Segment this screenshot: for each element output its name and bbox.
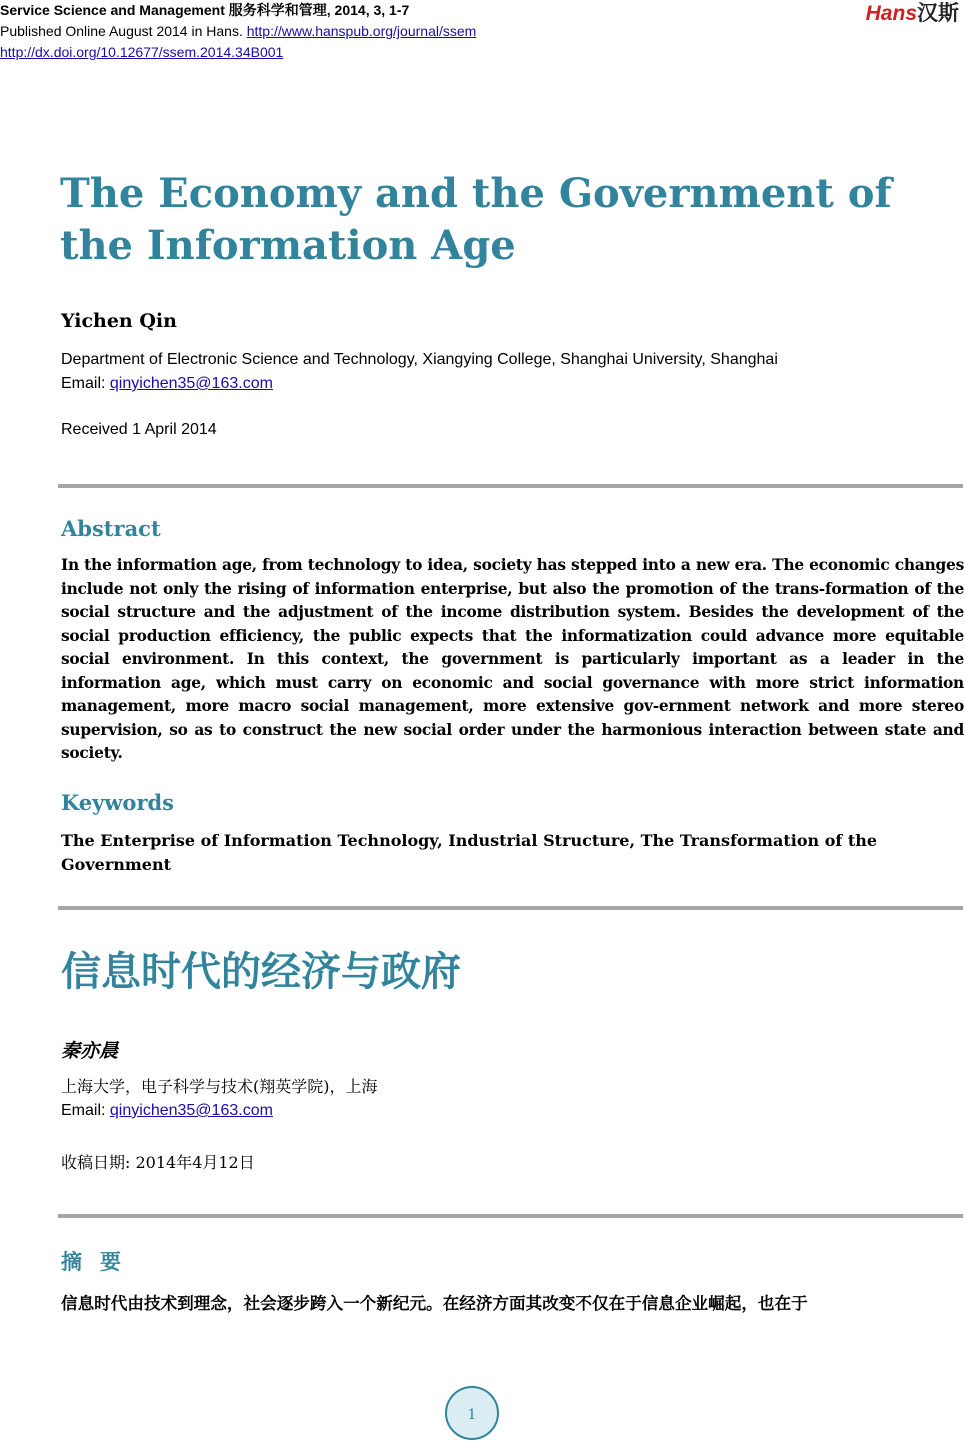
journal-link[interactable]: http://www.hanspub.org/journal/ssem [246, 23, 477, 39]
abstract-heading: Abstract [61, 516, 161, 541]
author-affiliation [61, 348, 778, 396]
published-prefix: Published Online August 2014 in Hans. [0, 23, 247, 39]
section-divider [58, 906, 963, 910]
published-line [0, 21, 476, 42]
chinese-email-link[interactable]: qinyichen35@163.com [109, 1102, 273, 1119]
abstract-text: In the information age, from technology to idea, society has stepped into a new era. The economic changes include not only the rising of information enterprise, but also the promotion of the trans-formation of the social structure and the adjustment of the income distribution system. Besides the development of the social production efficiency, the public expects that the informatization could advance more equitable social environment. In this context, the government is particularly important as a leader in the information age, which must carry on economic and social governance with more strict information management, more macro social management, more extensive gov-ernment network and more stereo supervision, so as to construct the new social order under the harmonious interaction between state and society. [61, 556, 964, 762]
section-divider [58, 484, 963, 488]
chinese-author: 秦亦晨 [61, 1040, 119, 1062]
chinese-affiliation-text: 上海大学，电子科学与技术(翔英学院)，上海 [61, 1077, 378, 1096]
keywords-heading: Keywords [61, 790, 175, 815]
chinese-title: 信息时代的经济与政府 [61, 949, 461, 995]
logo-en: Hans [865, 2, 917, 25]
author-name: Yichen Qin [61, 310, 177, 332]
journal-citation: Service Science and Management 服务科学和管理, 2014, 3, 1-7 [0, 2, 410, 18]
page-number-badge: 1 [445, 1386, 499, 1440]
email-line [61, 372, 778, 396]
keywords-text: The Enterprise of Information Technology, Industrial Structure, The Transformation of the Government [61, 831, 878, 874]
chinese-abstract-heading: 摘要 [61, 1250, 139, 1274]
email-link[interactable]: qinyichen35@163.com [109, 375, 273, 392]
chinese-affiliation [61, 1075, 378, 1123]
chinese-received-date: 收稿日期: 2014年4月12日 [61, 1153, 255, 1172]
chinese-email-line [61, 1099, 378, 1123]
affiliation-text: Department of Electronic Science and Technology, Xiangying College, Shanghai University, Shanghai [61, 351, 778, 368]
chinese-abstract-text: 信息时代由技术到理念，社会逐步跨入一个新纪元。在经济方面其改变不仅在于信息企业崛起，也在于 [61, 1294, 808, 1313]
publisher-logo [866, 0, 959, 27]
paper-title: The Economy and the Government of the Information Age [60, 170, 892, 269]
chinese-email-label: Email: [61, 1102, 110, 1119]
section-divider [58, 1214, 963, 1218]
received-date: Received 1 April 2014 [61, 421, 217, 438]
running-header [0, 0, 476, 63]
email-label: Email: [61, 375, 110, 392]
logo-cn: 汉斯 [917, 1, 959, 25]
doi-link[interactable]: http://dx.doi.org/10.12677/ssem.2014.34B001 [0, 44, 284, 60]
